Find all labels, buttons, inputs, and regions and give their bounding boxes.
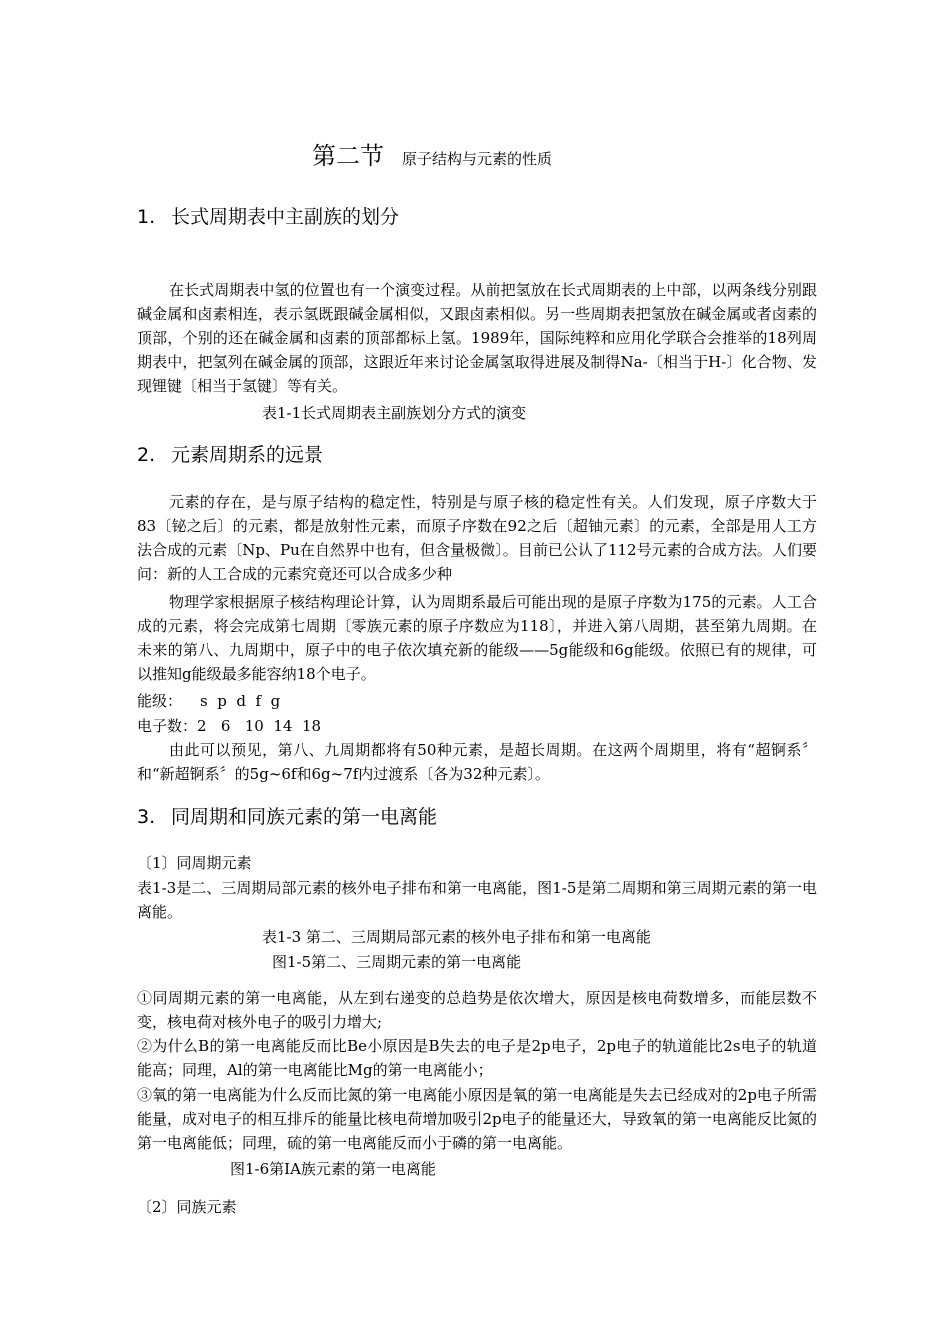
- section-heading-2: [137, 440, 323, 467]
- paragraph: 元素的存在，是与原子结构的稳定性，特别是与原子核的稳定性有关。人们发现，原子序数大于83〔铋之后〕的元素，都是放射性元素，而原子序数在92之后〔超铀元素〕的元素，全部是用人工方法合成的元素〔Np、Pu在自然界中也有，但含量极微〕。目前已公认了112号元素的合成方法。人们要问：新的人工合成的元素究竟还可以合成多少种: [137, 493, 817, 583]
- subsection-heading: 〔1〕同周期元素: [137, 854, 252, 872]
- figure-caption: 图1-6第ⅠA族元素的第一电离能: [230, 1160, 436, 1178]
- section-number: 1.: [137, 206, 156, 228]
- table-caption: 表1-1长式周期表主副族划分方式的演变: [262, 404, 527, 422]
- paragraph: 在长式周期表中氢的位置也有一个演变过程。从前把氢放在长式周期表的上中部，以两条线分别跟碱金属和卤素相连，表示氢既跟碱金属相似，又跟卤素相似。另一些周期表把氢放在碱金属或者卤素的顶部，个别的还在碱金属和卤素的顶部都标上氢。1989年，国际纯粹和应用化学联合会推举的18列周期表中，把氢列在碱金属的顶部，这跟近年来讨论金属氢取得进展及制得Na-〔相当于H-〕化合物、发现锂键〔相当于氢键〕等有关。: [137, 281, 817, 395]
- figure-caption: 图1-5第二、三周期元素的第一电离能: [272, 953, 522, 971]
- electrons-label: 电子数：: [137, 717, 198, 735]
- section-title: 长式周期表中主副族的划分: [171, 206, 400, 228]
- paragraph: 物理学家根据原子核结构理论计算，认为周期系最后可能出现的是原子序数为175的元素。人工合成的元素，将会完成第七周期〔零族元素的原子序数应为118〕，并进入第八周期，甚至第九周期。在未来的第八、九周期中，原子中的电子依次填充新的能级——5g能级和6g能级。依照已有的规律，可以推知g能级最多能容纳18个电子。: [137, 593, 817, 683]
- list-item: ①同周期元素的第一电离能，从左到右递变的总趋势是依次增大，原因是核电荷数增多，而能层数不变，核电荷对核外电子的吸引力增大;: [137, 989, 817, 1031]
- paragraph: 由此可以预见，第八、九周期都将有50种元素，是超长周期。在这两个周期里，将有“超锕系〞和“新超锕系〞的5g~6f和6g~7f内过渡系〔各为32种元素〕。: [137, 741, 817, 783]
- section-heading-1: [137, 202, 399, 229]
- paragraph: 表1-3是二、三周期局部元素的核外电子排布和第一电离能，图1-5是第二周期和第三周期元素的第一电离能。: [137, 879, 817, 921]
- section-title: 元素周期系的远景: [171, 444, 324, 466]
- section-number: 2.: [137, 444, 156, 466]
- section-title: 同周期和同族元素的第一电离能: [171, 806, 438, 828]
- section-heading-3: [137, 802, 437, 829]
- electron-count-line: [137, 714, 321, 738]
- list-item: ③氧的第一电离能为什么反而比氮的第一电离能小原因是氧的第一电离能是失去已经成对的2p电子所需能量，成对电子的相互排斥的能量比核电荷增加吸引2p电子的能量还大，导致氧的第一电离能反比氮的第一电离能低；同理，硫的第一电离能反而小于磷的第一电离能。: [137, 1086, 817, 1152]
- levels-values: s p d f g: [200, 692, 281, 710]
- title-sub: 原子结构与元素的性质: [402, 150, 553, 168]
- levels-label: 能级：: [137, 692, 183, 710]
- section-number: 3.: [137, 806, 156, 828]
- energy-levels-line: [137, 689, 280, 713]
- subsection-heading: 〔2〕同族元素: [137, 1198, 237, 1216]
- electrons-values: 2 6 10 14 18: [197, 717, 322, 735]
- list-item: ②为什么B的第一电离能反而比Be小原因是B失去的电子是2p电子，2p电子的轨道能比2s电子的轨道能高；同理，Al的第一电离能比Mg的第一电离能小；: [137, 1037, 817, 1079]
- page-title: [312, 136, 552, 171]
- title-main: 第二节: [312, 142, 384, 170]
- table-caption: 表1-3 第二、三周期局部元素的核外电子排布和第一电离能: [262, 928, 651, 946]
